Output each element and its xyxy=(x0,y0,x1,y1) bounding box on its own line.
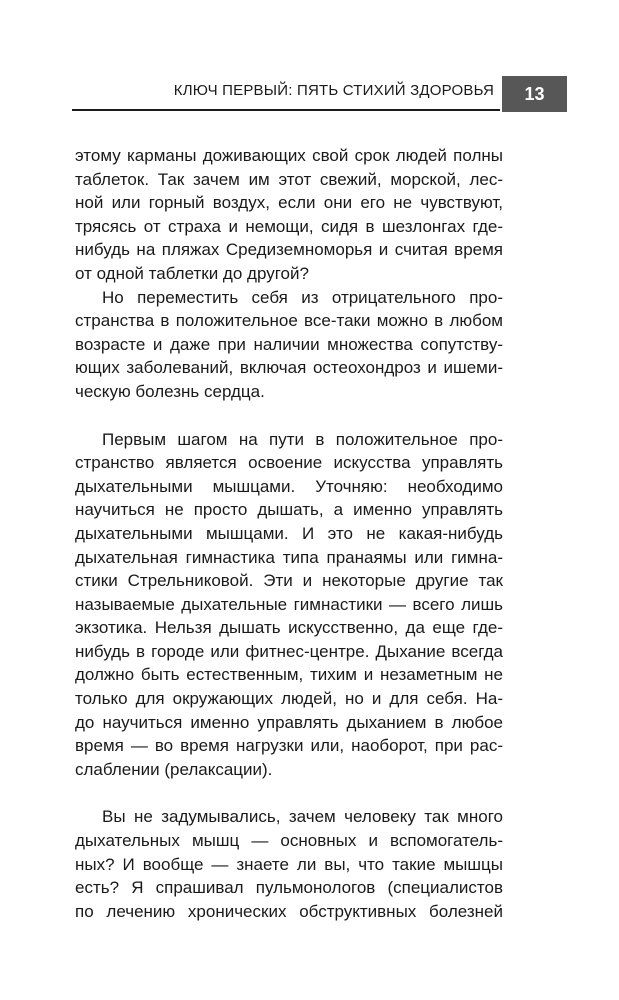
text-line: нибудь на пляжах Средиземноморья и считая время xyxy=(75,240,503,260)
paragraph-gap xyxy=(75,781,503,805)
text-line: ной или горный воздух, если они его не чувствуют, xyxy=(75,193,503,213)
text-line: ческую болезнь сердца. xyxy=(75,381,265,401)
text-line: называемые дыхательные гимнастики — всего лишь xyxy=(75,594,503,614)
text-line: дыхательными мышцами. И это не какая-нибудь xyxy=(75,523,503,543)
text-line: только для окружающих людей, но и для себя. На- xyxy=(75,689,503,709)
text-line: странство является освоение искусства управлять xyxy=(75,453,503,473)
text-line: возрасте и даже при наличии множества сопутству- xyxy=(75,334,503,354)
text-line: есть? Я спрашивал пульмонологов (специалистов xyxy=(75,878,503,898)
text-line: экзотика. Нельзя дышать искусственно, да еще где- xyxy=(75,618,503,638)
text-line: по лечению хронических обструктивных болезней xyxy=(75,901,503,921)
text-line: дыхательная гимнастика типа пранаямы или гимна- xyxy=(75,547,503,567)
text-line: дыхательных мышц — основных и вспомогатель- xyxy=(75,831,503,851)
paragraph-1 xyxy=(75,144,503,286)
text-line: от одной таблетки до другой? xyxy=(75,263,309,283)
text-line: должно быть естественным, тихим и незаметным не xyxy=(75,665,503,685)
paragraph-4 xyxy=(75,805,503,923)
paragraph-2 xyxy=(75,286,503,404)
text-line: нибудь в городе или фитнес-центре. Дыхание всегда xyxy=(75,641,503,661)
page-number: 13 xyxy=(502,76,567,112)
text-line: ных? И вообще — знаете ли вы, что такие мышцы xyxy=(75,854,503,874)
text-line: Но переместить себя из отрицательного про- xyxy=(102,287,503,307)
text-line: научиться не просто дышать, а именно управлять xyxy=(75,500,503,520)
text-line: таблеток. Так зачем им этот свежий, морской, лес- xyxy=(75,169,503,189)
text-line: ющих заболеваний, включая остеохондроз и ишеми- xyxy=(75,358,503,378)
text-line: странства в положительное все-таки можно в любом xyxy=(75,311,503,331)
running-title: КЛЮЧ ПЕРВЫЙ: ПЯТЬ СТИХИЙ ЗДОРОВЬЯ xyxy=(173,82,494,99)
text-line: трясясь от страха и немощи, сидя в шезлонгах где- xyxy=(75,216,503,236)
text-line: дыхательными мышцами. Уточняю: необходимо xyxy=(75,476,503,496)
text-line: стики Стрельниковой. Эти и некоторые другие так xyxy=(75,571,503,591)
text-line: Первым шагом на пути в положительное про- xyxy=(102,429,503,449)
text-line: этому карманы доживающих свой срок людей полны xyxy=(75,146,503,165)
text-line: время — во время нагрузки или, наоборот, при рас- xyxy=(75,736,503,756)
running-header xyxy=(0,0,619,112)
text-line: слаблении (релаксации). xyxy=(75,759,273,779)
body-text xyxy=(75,144,503,923)
header-rule xyxy=(72,109,500,111)
text-line: Вы не задумывались, зачем человеку так много xyxy=(102,807,503,827)
text-line: до научиться именно управлять дыханием в любое xyxy=(75,712,503,732)
paragraph-gap xyxy=(75,404,503,428)
paragraph-3 xyxy=(75,428,503,782)
